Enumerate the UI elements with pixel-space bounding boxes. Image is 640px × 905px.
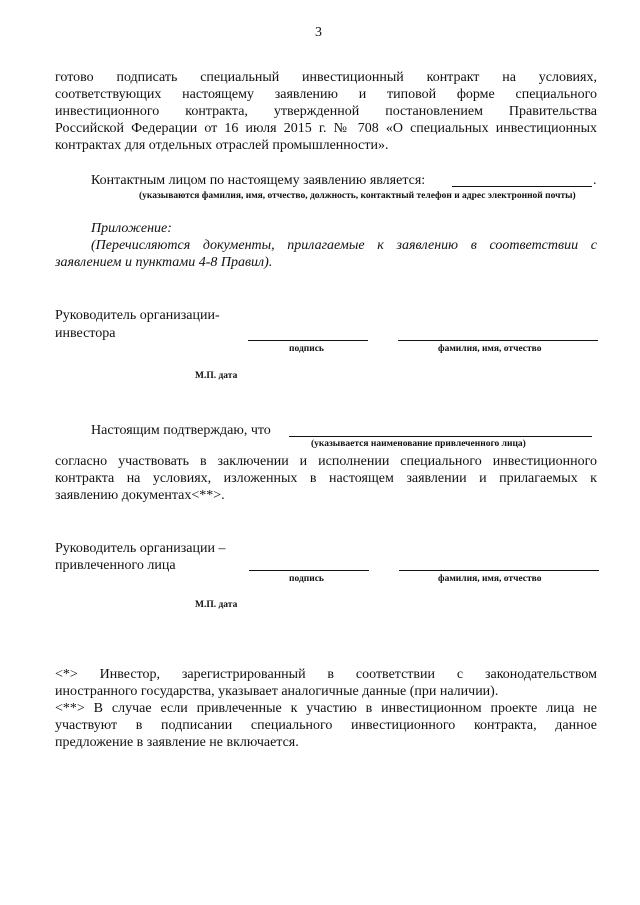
paragraph-line: контрактах для отдельных отраслей промышленности». bbox=[55, 138, 389, 153]
signer-label: Руководитель организации- bbox=[55, 308, 220, 323]
footnote-line: иностранного государства, указывает аналогичные данные (при наличии). bbox=[55, 684, 499, 699]
signature-caption: подпись bbox=[289, 344, 324, 354]
signature-line bbox=[248, 340, 368, 341]
footnote-line: <**> В случае если привлеченные к участию в инвестиционном проекте лица не bbox=[55, 701, 597, 716]
name-caption: фамилия, имя, отчество bbox=[438, 344, 542, 354]
paragraph-line: заявлению документах<**>. bbox=[55, 488, 225, 503]
contact-fill-line bbox=[452, 186, 592, 187]
paragraph-line: инвестиционного контракта, утвержденной постановлением Правительства bbox=[55, 104, 597, 119]
footnote-line: предложение в заявление не включается. bbox=[55, 735, 299, 750]
appendix-line: заявлением и пунктами 4-8 Правил). bbox=[55, 255, 273, 270]
paragraph-line: контракта на условиях, изложенных в настоящем заявлении и прилагаемых к bbox=[55, 471, 597, 486]
signer-label: привлеченного лица bbox=[55, 558, 176, 573]
confirm-fill-line bbox=[289, 436, 592, 437]
footnote-line: участвуют в подписании специального инвестиционного контракта, данное bbox=[55, 718, 597, 733]
signer-label: Руководитель организации – bbox=[55, 541, 226, 556]
signer-label: инвестора bbox=[55, 326, 116, 341]
page-number: 3 bbox=[315, 25, 322, 40]
signature-line bbox=[249, 570, 369, 571]
footnote-line: <*> Инвестор, зарегистрированный в соответствии с законодательством bbox=[55, 667, 597, 682]
signature-caption: подпись bbox=[289, 574, 324, 584]
name-line bbox=[398, 340, 598, 341]
stamp-date-label: М.П. дата bbox=[195, 371, 238, 381]
confirm-label: Настоящим подтверждаю, что bbox=[91, 423, 271, 438]
paragraph-line: Российской Федерации от 16 июля 2015 г. № 708 «О специальных инвестиционных bbox=[55, 121, 597, 136]
contact-end: . bbox=[593, 173, 597, 188]
contact-caption: (указываются фамилия, имя, отчество, должность, контактный телефон и адрес электронной почты) bbox=[139, 191, 576, 201]
stamp-date-label: М.П. дата bbox=[195, 600, 238, 610]
appendix-line: (Перечисляются документы, прилагаемые к заявлению в соответствии с bbox=[91, 238, 597, 253]
appendix-title: Приложение: bbox=[91, 221, 172, 236]
name-caption: фамилия, имя, отчество bbox=[438, 574, 542, 584]
contact-label: Контактным лицом по настоящему заявлению является: bbox=[91, 173, 426, 188]
paragraph-line: готово подписать специальный инвестиционный контракт на условиях, bbox=[55, 70, 597, 85]
name-line bbox=[399, 570, 599, 571]
paragraph-line: согласно участвовать в заключении и исполнении специального инвестиционного bbox=[55, 454, 597, 469]
confirm-caption: (указывается наименование привлеченного лица) bbox=[311, 439, 526, 449]
paragraph-line: соответствующих настоящему заявлению и типовой форме специального bbox=[55, 87, 597, 102]
